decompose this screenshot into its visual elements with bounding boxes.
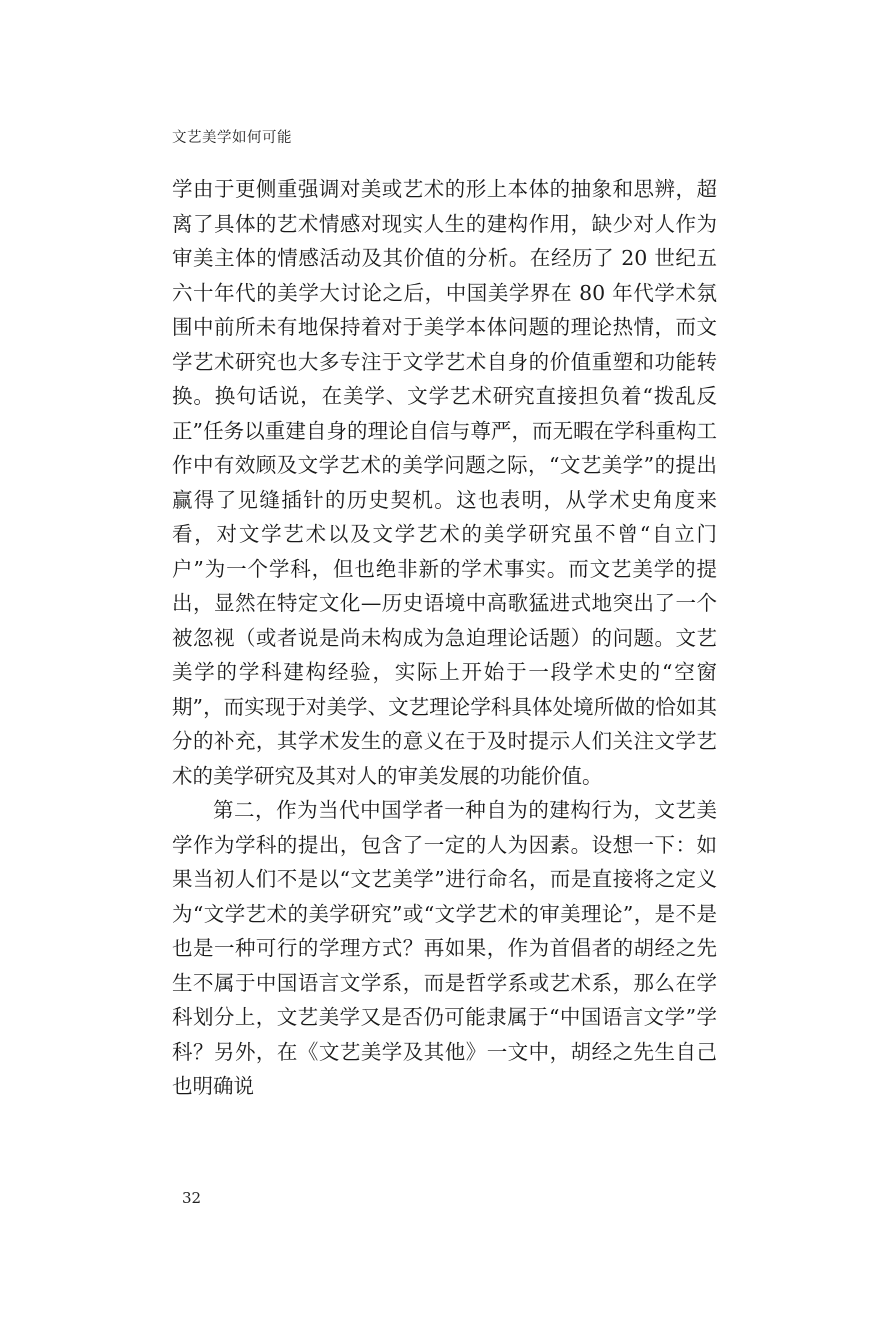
paragraph-continued: 学由于更侧重强调对美或艺术的形上本体的抽象和思辨，超离了具体的艺术情感对现实人生的建构作用，缺少对人作为审美主体的情感活动及其价值的分析。在经历了 20 世纪五六十年代的美学大讨论之后，中国美学界在 80 年代学术氛围中前所未有地保持着对于美学本体问题的理论热情，而文学艺术研究也大多专注于文学艺术自身的价值重塑和功能转换。换句话说，在美学、文学艺术研究直接担负着“拨乱反正”任务以重建自身的理论自信与尊严，而无暇在学科重构工作中有效顾及文学艺术的美学问题之际，“文艺美学”的提出赢得了见缝插针的历史契机。这也表明，从学术史角度来看，对文学艺术以及文学艺术的美学研究虽不曾“自立门户”为一个学科，但也绝非新的学术事实。而文艺美学的提出，显然在特定文化—历史语境中高歌猛进式地突出了一个被忽视（或者说是尚未构成为急迫理论话题）的问题。文艺美学的学科建构经验，实际上开始于一段学术史的“空窗期”，而实现于对美学、文艺理论学科具体处境所做的恰如其分的补充，其学术发生的意义在于及时提示人们关注文学艺术的美学研究及其对人的审美发展的功能价值。	[172, 177, 717, 788]
paragraph-second: 第二，作为当代中国学者一种自为的建构行为，文艺美学作为学科的提出，包含了一定的人为因素。设想一下：如果当初人们不是以“文艺美学”进行命名，而是直接将之定义为“文学艺术的美学研究”或“文学艺术的审美理论”，是不是也是一种可行的学理方式？再如果，作为首倡者的胡经之先生不属于中国语言文学系，而是哲学系或艺术系，那么在学科划分上，文艺美学又是否仍可能隶属于“中国语言文学”学科？另外，在《文艺美学及其他》一文中，胡经之先生自己也明确说	[172, 798, 717, 1098]
page-number: 32	[182, 1189, 202, 1207]
body-text	[172, 172, 717, 1104]
running-header: 文艺美学如何可能	[172, 130, 292, 146]
